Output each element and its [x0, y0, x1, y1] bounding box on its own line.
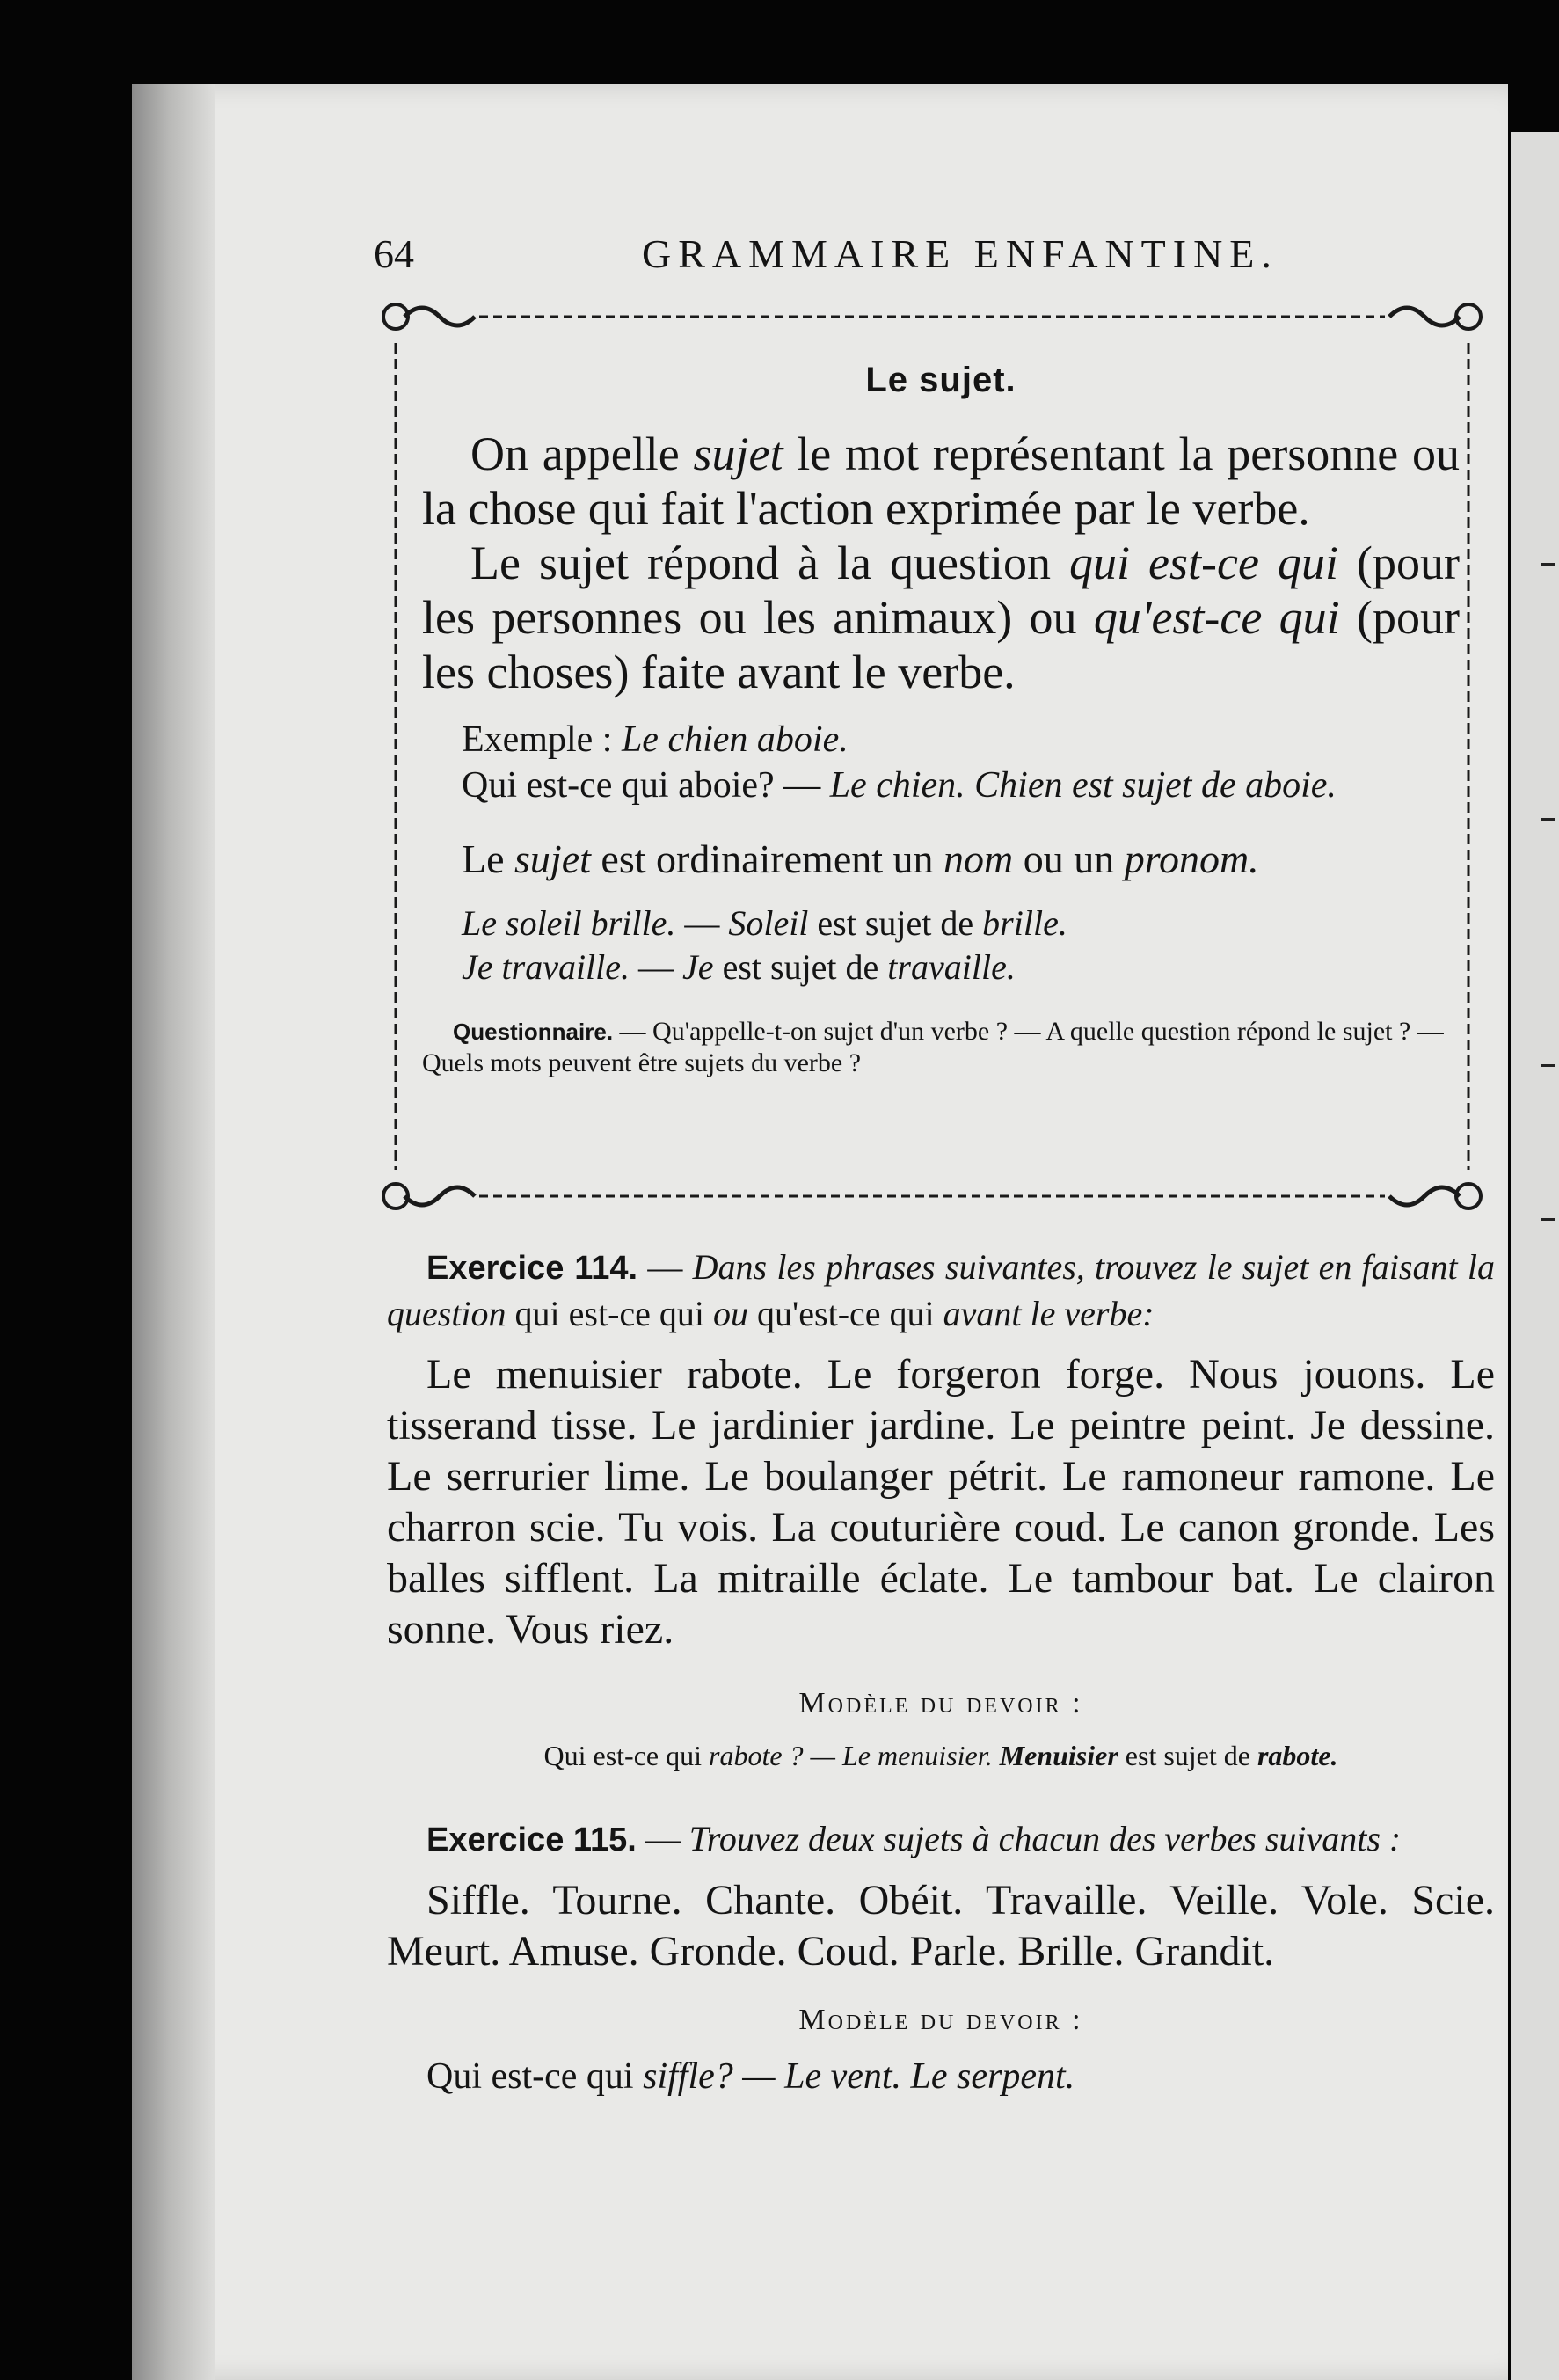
modele-title: Modèle du devoir : — [798, 1687, 1083, 1719]
exercise-115 — [387, 1816, 1495, 2099]
text: (pour les choses) faite avant le verbe. — [422, 591, 1460, 698]
text: Le sujet répond à la question — [470, 537, 1070, 589]
example-line — [462, 902, 1460, 945]
text: qu'est-ce qui — [748, 1294, 943, 1333]
italic-word: rabote. — [1257, 1740, 1338, 1771]
page-number: 64 — [374, 231, 414, 276]
example-italic: Le chien aboie. — [621, 719, 849, 760]
adjacent-page-mark — [1541, 1064, 1555, 1067]
italic-phrase: rabote ? — Le menuisier. — [708, 1740, 1000, 1771]
italic-word: pronom. — [1124, 836, 1259, 881]
box-title: Le sujet. — [865, 361, 1016, 399]
italic-word: travaille. — [887, 947, 1016, 987]
text: — — [636, 1819, 689, 1858]
italic-word: Menuisier — [999, 1740, 1118, 1771]
running-title: GRAMMAIRE ENFANTINE. — [642, 231, 1279, 276]
italic-phrase: Je travaille. — [462, 947, 630, 987]
rule-line — [462, 835, 1460, 884]
text: — — [630, 947, 683, 987]
exercise-114 — [387, 1245, 1495, 1773]
text: ou un — [1013, 836, 1125, 881]
questionnaire-text: — Qu'appelle-t-on sujet d'un verbe ? — A quelle question répond le sujet ? — Quels mots peuvent être sujets du verbe ? — [422, 1017, 1444, 1077]
definition-box — [422, 361, 1460, 1079]
modele-example — [426, 2055, 1495, 2099]
italic-word: Je — [682, 947, 714, 987]
modele-title: Modèle du devoir : — [798, 2004, 1083, 2036]
adjacent-page-mark — [1541, 818, 1555, 821]
adjacent-page-mark — [1541, 1218, 1555, 1221]
text: Qui est-ce qui — [543, 1740, 709, 1771]
example-line — [462, 717, 1460, 763]
questionnaire-label: Questionnaire. — [453, 1018, 614, 1045]
text: le mot représentant la personne ou la chose qui fait l'action exprimée par le verbe. — [422, 427, 1460, 535]
examples-block — [462, 902, 1460, 989]
text: qui est-ce qui — [506, 1294, 714, 1333]
text: — — [675, 903, 729, 943]
question-qui: qui est-ce qui — [1069, 537, 1338, 589]
running-header — [374, 230, 1482, 283]
italic-word: brille. — [982, 903, 1067, 943]
italic-word: sujet — [514, 836, 591, 881]
instruction: Trouvez deux sujets à chacun des verbes suivants : — [688, 1819, 1402, 1858]
italic-word: nom — [943, 836, 1014, 881]
italic-phrase: Le soleil brille. — [462, 903, 676, 943]
adjacent-page-mark — [1541, 563, 1555, 566]
exercise-heading — [387, 1816, 1495, 1863]
example-block — [462, 717, 1460, 808]
term-sujet: sujet — [693, 427, 783, 480]
instruction: avant le verbe: — [943, 1294, 1155, 1333]
modele-example — [387, 1738, 1495, 1773]
text: Exemple : — [462, 719, 622, 760]
text: On appelle — [470, 427, 694, 480]
definition-text — [422, 427, 1460, 699]
text: est sujet de — [713, 947, 888, 987]
exercise-body: Le menuisier rabote. Le forgeron forge. Nous jouons. Le tisserand tisse. Le jardinier jardine. Le peintre peint. Je dessine. Le serrurier lime. Le boulanger pétrit. Le ramoneur ramone. Le charron scie. Tu vois. La couturière coud. Le canon gronde. Les balles sifflent. La mitraille éclate. Le tambour bat. Le clairon sonne. Vous riez. — [387, 1351, 1495, 1653]
text: Qui est-ce qui — [426, 2056, 644, 2097]
questionnaire — [422, 1016, 1460, 1079]
exercise-heading — [387, 1245, 1495, 1337]
text: (pour les personnes ou les animaux) ou — [422, 537, 1460, 644]
instruction: Dans les phrases suivantes, trouvez le sujet en faisant la question — [387, 1247, 1495, 1333]
exercise-number: Exercice 114. — [426, 1250, 638, 1287]
example-line — [462, 763, 1460, 808]
page-gutter — [132, 84, 215, 2380]
text: Le — [462, 836, 515, 881]
italic-phrase: siffle? — Le vent. Le serpent. — [643, 2056, 1075, 2097]
example-line — [462, 945, 1460, 989]
italic-word: Soleil — [728, 903, 809, 943]
text: est ordinairement un — [590, 836, 944, 881]
text: est sujet de — [1118, 1740, 1257, 1771]
text: — — [637, 1247, 693, 1287]
definition-paragraph-1 — [422, 427, 1460, 536]
instruction: ou — [713, 1294, 749, 1333]
example-italic: Le chien. Chien est sujet de aboie. — [829, 765, 1337, 806]
exercise-number: Exercice 115. — [426, 1822, 637, 1858]
exercise-body: Siffle. Tourne. Chante. Obéit. Travaille. Veille. Vole. Scie. Meurt. Amuse. Gronde. Coud. Parle. Brille. Grandit. — [387, 1877, 1495, 1975]
question-quest: qu'est-ce qui — [1093, 591, 1340, 644]
definition-paragraph-2 — [422, 536, 1460, 699]
text: est sujet de — [808, 903, 983, 943]
adjacent-page-edge — [1511, 132, 1559, 2380]
text: Qui est-ce qui aboie? — — [462, 765, 830, 806]
